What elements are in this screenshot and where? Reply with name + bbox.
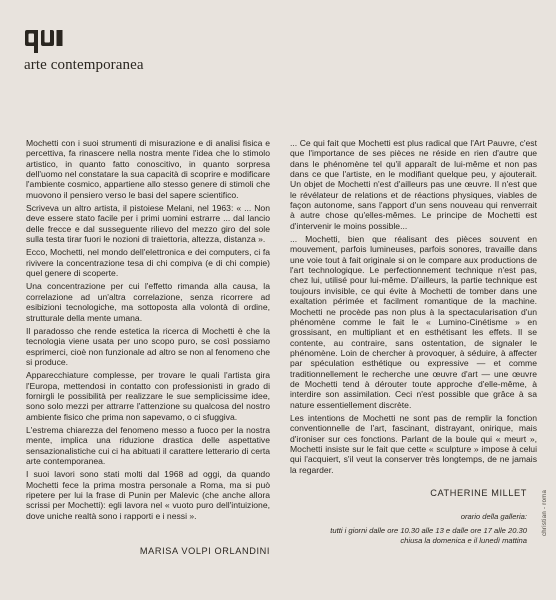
photo-credit: christian - roma — [542, 489, 548, 536]
left-paragraph: I suoi lavori sono stati molti dal 1968 ad oggi, da quando Mochetti fece la prima mostra personale a Roma, ma si può ripetere per lui la frase di Punin per Malevic (che anche allora scrissi per Mochetti): egli lavora nel « vuoto puro dell'intuizione, dove uniche realtà sono i rapporti e i nessi ». — [26, 469, 270, 521]
left-paragraph: L'estrema chiarezza del fenomeno messo a fuoco per la nostra mente, implica una riduzione drastica delle aspettative sensazionalistiche cui ci ha abituati il carattere letterario di certa arte contemporanea. — [26, 424, 270, 466]
left-paragraph: Scriveva un altro artista, il pistoiese Melani, nel 1963: « ... Non deve essere stato facile per i primi uomini estrarre ... dal lancio delle frecce e dal susseguente rilievo del mezzo giro del sole sulla testa tirar fuori le nozioni di traiettoria, altezza, distanza ». — [26, 203, 270, 245]
gallery-hours-title: orario della galleria: — [460, 512, 527, 521]
left-paragraph: Mochetti con i suoi strumenti di misurazione e di analisi fisica e percettiva, fa rinascere nella nostra mente l'idea che lo stimolo artistico, in quanto fatto conoscitivo, in quanto sorpresa dell'uomo nel constatare la sua capacità di scoprire e modificare l'ambiente cosmico, appartiene allo stesso genere di stimoli che muovono il pensiero verso le basi del sapere scientifico. — [26, 138, 270, 200]
brand-title: arte contemporanea — [24, 57, 144, 73]
left-paragraph: Il paradosso che rende estetica la ricerca di Mochetti è che la tecnologia viene usata per uno scopo puro, se così possiamo esprimerci, cioè non funzionale ad altro se non al fenomeno che si produce. — [26, 325, 270, 367]
gallery-hours-line: chiusa la domenica e il lunedì mattina — [400, 536, 527, 545]
gallery-hours — [300, 512, 527, 547]
left-paragraph: Apparecchiature complesse, per trovare le quali l'artista gira l'Europa, mettendosi in contatto con professionisti in grado di fornirgli le possibilità per realizzare le sue semplicissime idee, sono solo mezzi per attrarre l'attenzione su qualcosa del nostro ambiente fisico che prima non sapevamo, o ci sfuggiva. — [26, 370, 270, 422]
left-column — [26, 138, 270, 524]
right-paragraph: Les intentions de Mochetti ne sont pas de remplir la fonction conventionnelle de l'art, fascinant, distrayant, onirique, mais d'ironiser sur ces fonctions. Parlant de la boule qui « meurt », Mochetti insiste sur le fait que cette « sculpture » impose à celui qui l'acquiert, s'il veut la conserver très longtemps, de ne jamais la regarder. — [290, 412, 537, 475]
left-signature: MARISA VOLPI ORLANDINI — [139, 546, 270, 556]
right-paragraph: ... Ce qui fait que Mochetti est plus radical que l'Art Pauvre, c'est que l'importance de ses pièces ne réside en rien d'autre que dans le phénomène tel qu'il apparaît de lui-même et non pas dans ce que l'artiste, en le modifiant quelque peu, y ajouterait. Un objet de Mochetti n'est d'ailleurs pas une œuvre. Il n'est que le révélateur de relations et de réactions physiques, viables de façon autonome, sans l'apport d'un sens nouveau qui renverrait à autre chose qu'elles-mêmes. Le principe de Mochetti est d'intervenir le moins possible... — [290, 138, 537, 231]
right-signature: CATHERINE MILLET — [430, 488, 527, 498]
left-paragraph: Ecco, Mochetti, nel mondo dell'elettronica e dei computers, ci fa rivivere la concentrazione tesa di chi compiva (e di chi compie) quel genere di scoperte. — [26, 247, 270, 279]
right-column — [290, 138, 537, 478]
right-paragraph: ... Mochetti, bien que réalisant des pièces souvent en mouvement, parfois lumineuses, parfois sonores, travaille dans une voie tout à fait originale si on le compare aux productions de l'art technologique. Le perfectionnement technique n'est pas, chez lui, utilisé pour lui-même. D'ailleurs, la partie technique est toujours invisible, ce qui évite à Mochetti de tomber dans une exaltation périmée et facilment romantique de la machine. Mochetti ne procède pas non plus à la spectacularisation d'un phénomène comme le fait le « Lumino-Cinétisme » en grossisant, en multipliant et en esthétisant les effets. Il se contente, au contraire, sans ostentation, de signaler le phénomène. Loin de chercher à provoquer, à séduire, à affecter par spéculation esthétique ou expressive — et comme traditionnellement le recherche une œuvre d'art — une œuvre de Mochetti tend à dérouter toute approche d'elle-même, à interdire son assimilation. Ceci n'est possible que grâce à sa nature essentiellement discrète. — [290, 234, 537, 410]
qu-logo — [24, 28, 70, 54]
left-paragraph: Una concentrazione per cui l'effetto rimanda alla causa, la correlazione ad un'altra correlazione, senza ricorrere ad esibizioni tecnologiche, ma sottoposta alla volontà di ordine, strutturale della mente umana. — [26, 281, 270, 323]
gallery-hours-line: tutti i giorni dalle ore 10.30 alle 13 e dalle ore 17 alle 20.30 — [330, 525, 527, 535]
qu-logo-mark — [24, 28, 70, 54]
